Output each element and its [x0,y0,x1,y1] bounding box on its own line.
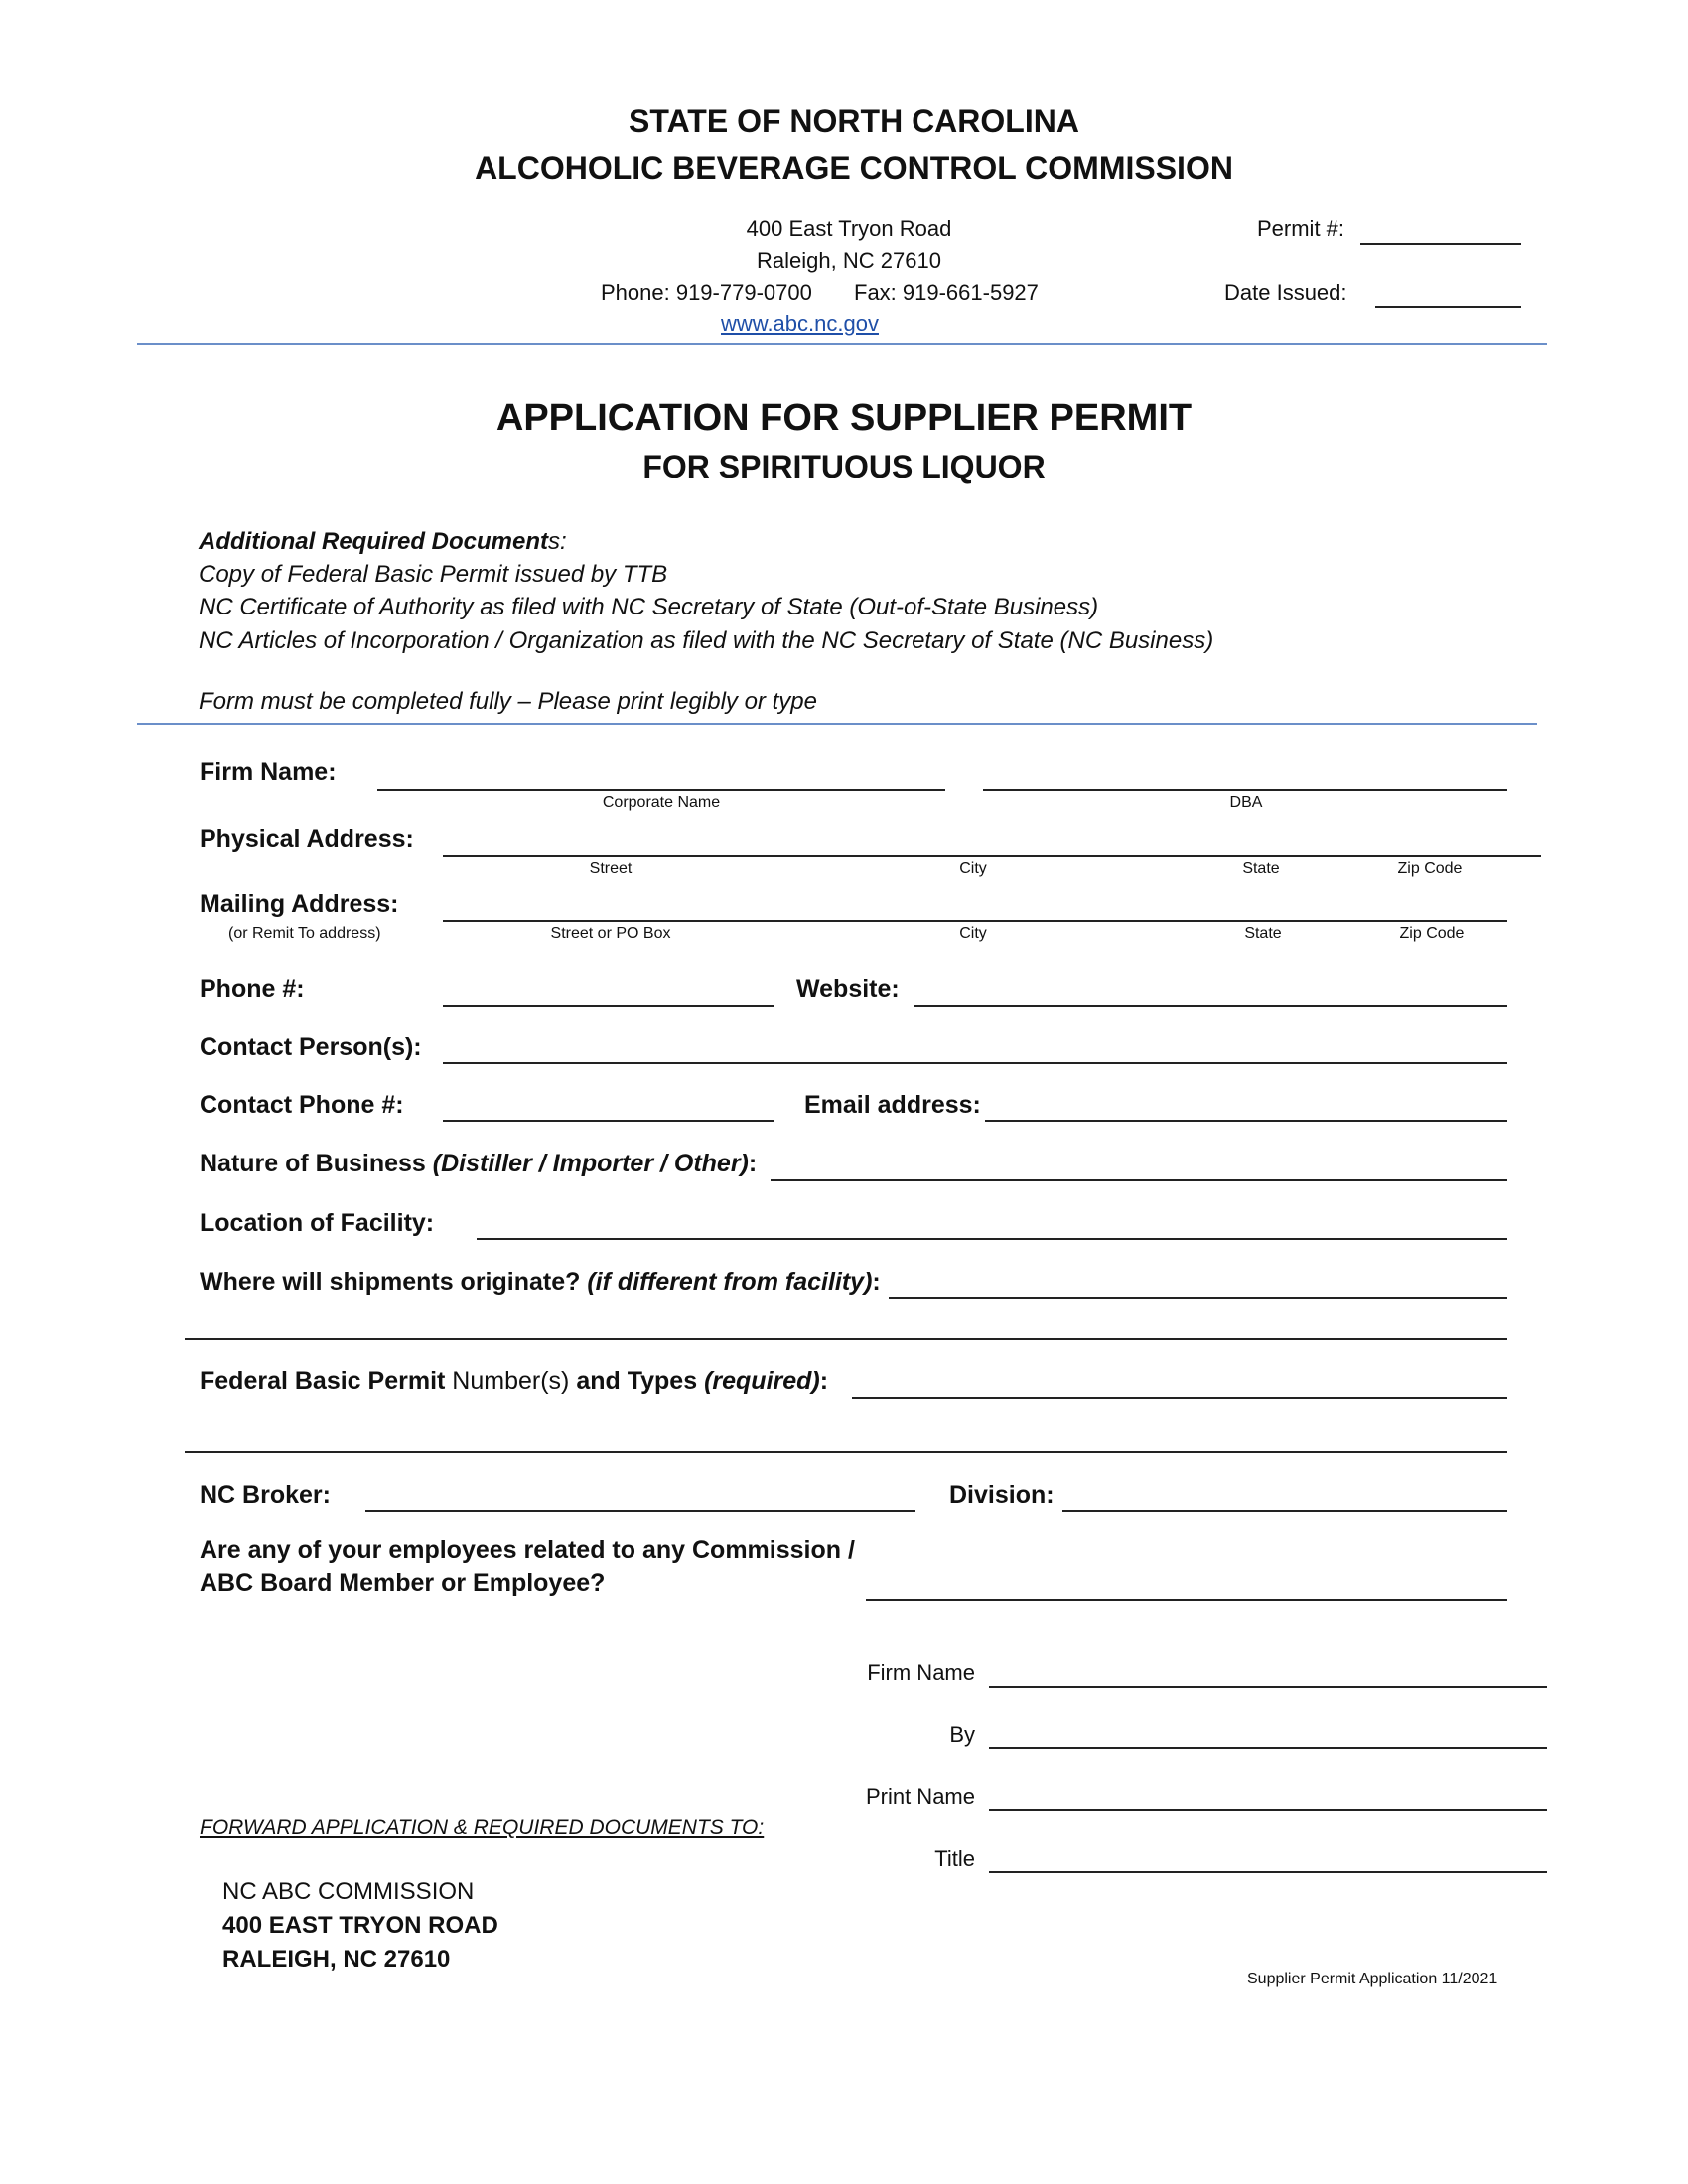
shipments-label-text: Where will shipments originate? [200,1268,588,1296]
docs-divider [137,723,1537,725]
header-divider [137,343,1547,345]
state-caption: State [1244,925,1282,942]
signature-title-label: Title [934,1846,975,1871]
signature-print-name-field[interactable] [989,1809,1547,1811]
page-subtitle: FOR SPIRITUOUS LIQUOR [642,449,1046,484]
doc-item: NC Certificate of Authority as filed with NC Secretary of State (Out-of-State Business) [199,594,1099,620]
website-label: Website: [796,975,900,1003]
corporate-name-caption: Corporate Name [602,794,721,811]
federal-label-colon: : [819,1367,829,1395]
forward-address-line1: NC ABC COMMISSION [222,1878,475,1905]
forward-address-line2: 400 EAST TRYON ROAD [222,1912,498,1939]
section-divider [185,1338,1507,1340]
location-label: Location of Facility: [200,1209,435,1237]
docs-heading-tail: s: [548,528,567,555]
date-issued-label: Date Issued: [1224,280,1347,305]
mailing-address-field[interactable] [443,920,1507,922]
shipments-label-note: (if different from facility) [587,1268,873,1296]
docs-heading [199,528,567,556]
city-caption: City [959,860,987,877]
signature-title-field[interactable] [989,1871,1547,1873]
firm-name-label: Firm Name: [200,758,337,786]
related-question-line2: ABC Board Member or Employee? [200,1570,606,1597]
shipments-label [200,1268,881,1297]
permit-number-field[interactable] [1360,243,1521,245]
signature-firm-name-field[interactable] [989,1686,1547,1688]
division-label: Division: [949,1481,1055,1509]
commission-heading: ALCOHOLIC BEVERAGE CONTROL COMMISSION [475,150,1233,186]
dba-caption: DBA [1229,794,1263,811]
nature-label-colon: : [748,1150,758,1177]
federal-label-text: Federal Basic Permit [200,1367,453,1395]
address-fax: Fax: 919-661-5927 [854,280,1039,305]
location-field[interactable] [477,1238,1507,1240]
physical-address-field[interactable] [443,855,1541,857]
related-question-line1: Are any of your employees related to any Commission / [200,1536,855,1564]
address-street: 400 East Tryon Road [746,216,952,241]
physical-address-label: Physical Address: [200,825,414,853]
nature-of-business-field[interactable] [771,1179,1507,1181]
address-city: Raleigh, NC 27610 [757,248,941,273]
broker-label: NC Broker: [200,1481,331,1509]
address-phone: Phone: 919-779-0700 [601,280,812,305]
division-field[interactable] [1062,1510,1507,1512]
contact-phone-field[interactable] [443,1120,774,1122]
broker-field[interactable] [365,1510,915,1512]
doc-item: NC Articles of Incorporation / Organization as filed with the NC Secretary of State (NC Business) [199,627,1214,654]
federal-permit-label [200,1367,828,1396]
phone-field[interactable] [443,1005,774,1007]
email-field[interactable] [985,1120,1507,1122]
federal-label-number: Number(s) [452,1367,570,1395]
state-caption: State [1242,860,1280,877]
zip-caption: Zip Code [1397,860,1463,877]
contact-phone-label: Contact Phone #: [200,1091,404,1119]
website-field[interactable] [914,1005,1507,1007]
section-divider [185,1451,1507,1453]
street-caption: Street [589,860,633,877]
signature-firm-name-label: Firm Name [867,1660,975,1685]
website-link[interactable]: www.abc.nc.gov [721,311,879,336]
federal-permit-field[interactable] [852,1397,1507,1399]
forward-address-line3: RALEIGH, NC 27610 [222,1946,451,1973]
form-note: Form must be completed fully – Please print legibly or type [199,688,817,715]
contact-person-field[interactable] [443,1062,1507,1064]
street-po-caption: Street or PO Box [550,925,671,942]
city-caption: City [959,925,987,942]
related-answer-field[interactable] [866,1599,1507,1601]
form-version: Supplier Permit Application 11/2021 [1247,1971,1498,1987]
state-heading: STATE OF NORTH CAROLINA [629,103,1079,139]
signature-by-field[interactable] [989,1747,1547,1749]
nature-label-options: (Distiller / Importer / Other) [432,1150,749,1177]
corporate-name-field[interactable] [377,789,945,791]
federal-label-types: and Types [569,1367,705,1395]
phone-label: Phone #: [200,975,305,1003]
forward-heading: FORWARD APPLICATION & REQUIRED DOCUMENTS TO: [200,1816,765,1839]
signature-by-label: By [949,1722,975,1747]
federal-label-required: (required) [704,1367,820,1395]
nature-label-text: Nature of Business [200,1150,433,1177]
contact-person-label: Contact Person(s): [200,1033,422,1061]
dba-field[interactable] [983,789,1507,791]
permit-number-label: Permit #: [1257,216,1345,241]
doc-item: Copy of Federal Basic Permit issued by TTB [199,561,668,588]
page-title: APPLICATION FOR SUPPLIER PERMIT [495,397,1193,439]
zip-caption: Zip Code [1399,925,1465,942]
date-issued-field[interactable] [1375,306,1521,308]
mailing-address-label: Mailing Address: [200,890,399,918]
email-label: Email address: [804,1091,981,1119]
signature-print-name-label: Print Name [865,1784,975,1809]
nature-of-business-label [200,1150,757,1178]
docs-heading-bold: Additional Required Document [199,528,549,555]
remit-note: (or Remit To address) [228,925,381,942]
shipments-label-colon: : [872,1268,881,1296]
shipments-field[interactable] [889,1297,1507,1299]
